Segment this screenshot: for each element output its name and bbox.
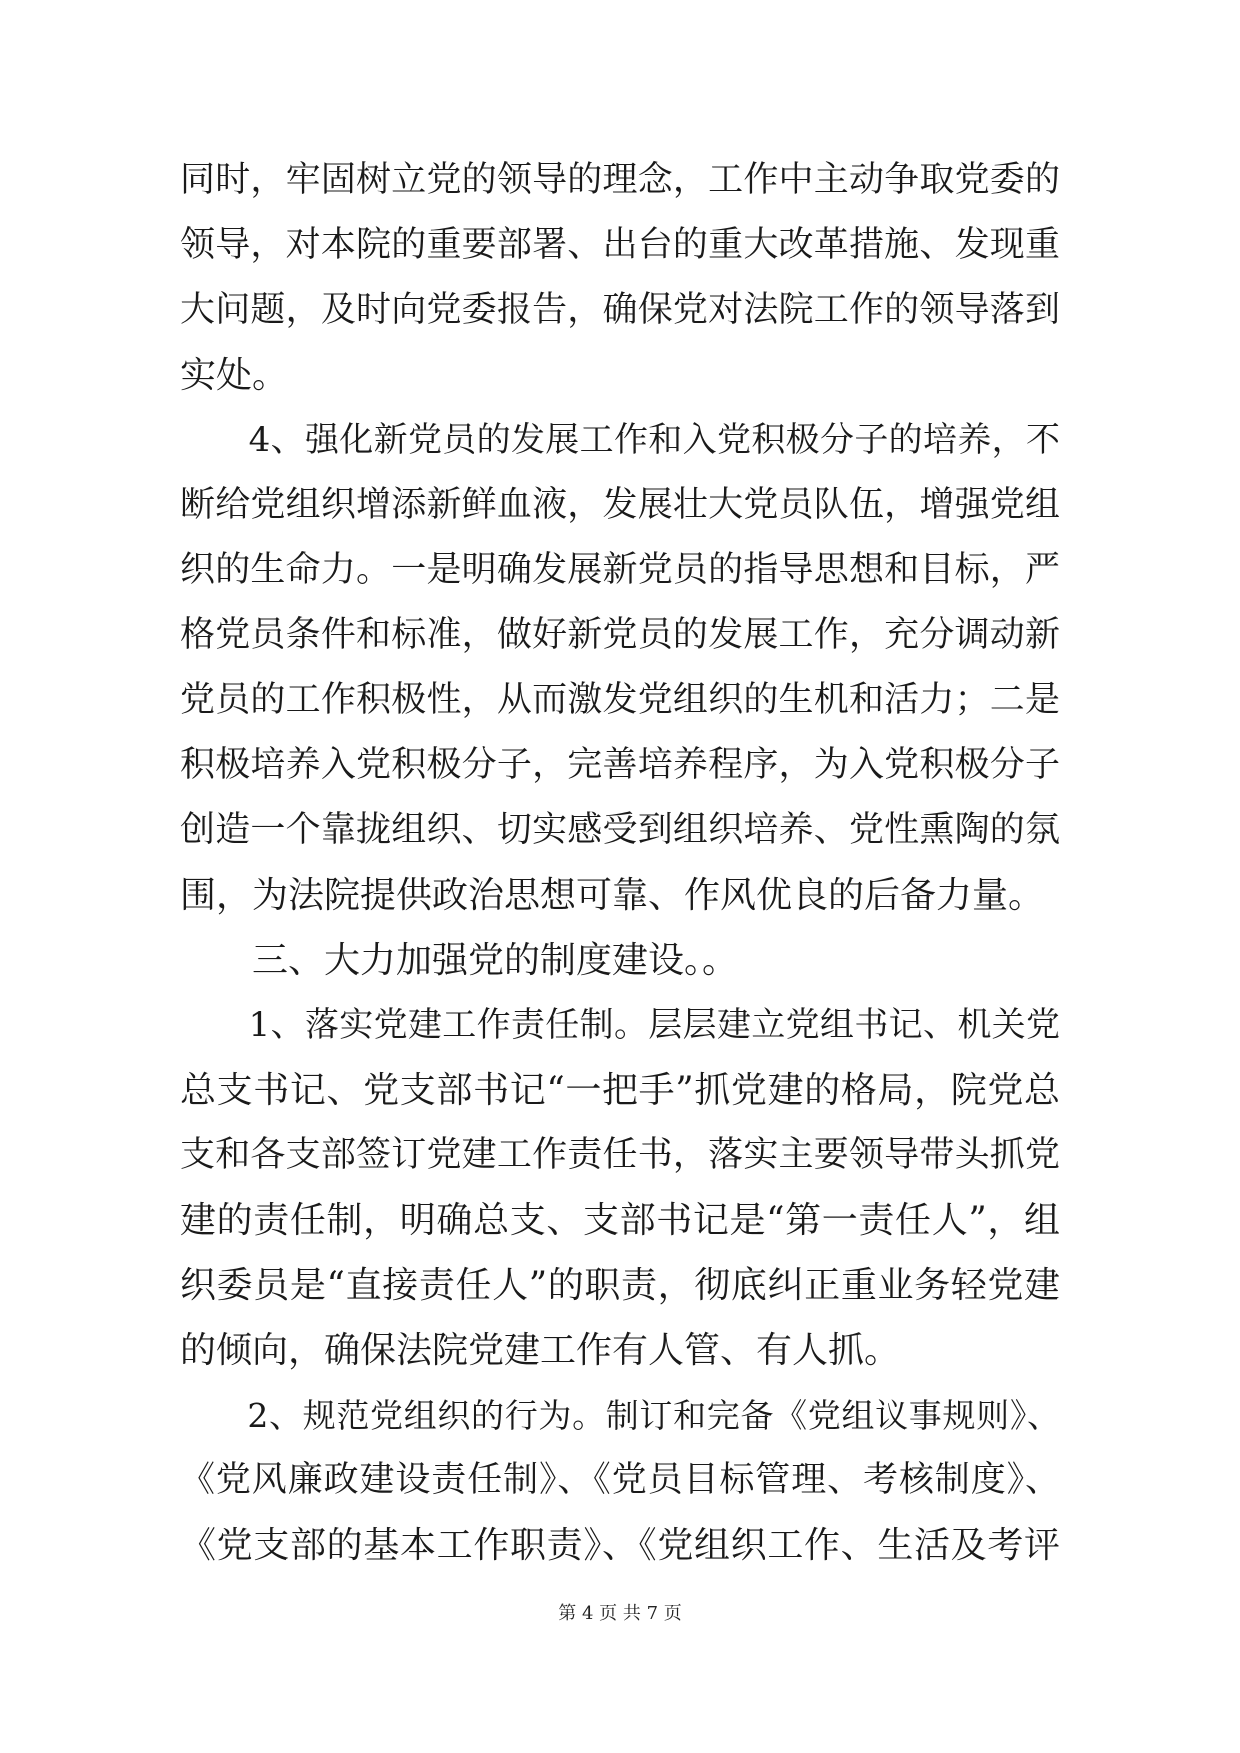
text-line: 积极培养入党积极分子，完善培养程序，为入党积极分子 <box>180 745 1060 785</box>
text-line: 1、落实党建工作责任制。层层建立党组书记、机关党 <box>180 1005 1060 1045</box>
text-line: 三、大力加强党的制度建设。。 <box>180 940 739 981</box>
text-line: 领导，对本院的重要部署、出台的重大改革措施、发现重 <box>180 225 1060 265</box>
text-line: 支和各支部签订党建工作责任书，落实主要领导带头抓党 <box>180 1135 1060 1175</box>
text-line: 4、强化新党员的发展工作和入党积极分子的培养，不 <box>180 420 1060 460</box>
text-line: 《党风廉政建设责任制》、《党员目标管理、考核制度》、 <box>180 1460 1060 1500</box>
text-line: 织委员是“直接责任人”的职责，彻底纠正重业务轻党建 <box>180 1265 1060 1306</box>
text-line: 总支书记、党支部书记“一把手”抓党建的格局，院党总 <box>180 1070 1060 1111</box>
text-line: 断给党组织增添新鲜血液，发展壮大党员队伍，增强党组 <box>180 485 1060 525</box>
text-line: 围，为法院提供政治思想可靠、作风优良的后备力量。 <box>180 875 1045 916</box>
body-text <box>180 148 1060 1578</box>
text-line: 格党员条件和标准，做好新党员的发展工作，充分调动新 <box>180 615 1060 655</box>
text-line: 党员的工作积极性，从而激发党组织的生机和活力；二是 <box>180 680 1060 720</box>
page-footer: 第 4 页 共 7 页 <box>558 1603 682 1624</box>
text-line: 同时，牢固树立党的领导的理念，工作中主动争取党委的 <box>180 160 1060 200</box>
text-line: 实处。 <box>180 355 289 396</box>
text-line: 创造一个靠拢组织、切实感受到组织培养、党性熏陶的氛 <box>180 810 1060 850</box>
text-line: 《党支部的基本工作职责》、《党组织工作、生活及考评 <box>180 1525 1060 1566</box>
text-line: 的倾向，确保法院党建工作有人管、有人抓。 <box>180 1330 901 1371</box>
text-line: 建的责任制，明确总支、支部书记是“第一责任人”，组 <box>180 1200 1060 1241</box>
text-line: 织的生命力。一是明确发展新党员的指导思想和目标，严 <box>180 550 1060 590</box>
text-line: 大问题，及时向党委报告，确保党对法院工作的领导落到 <box>180 290 1060 330</box>
text-line: 2、规范党组织的行为。制订和完备《党组议事规则》、 <box>180 1396 1060 1435</box>
